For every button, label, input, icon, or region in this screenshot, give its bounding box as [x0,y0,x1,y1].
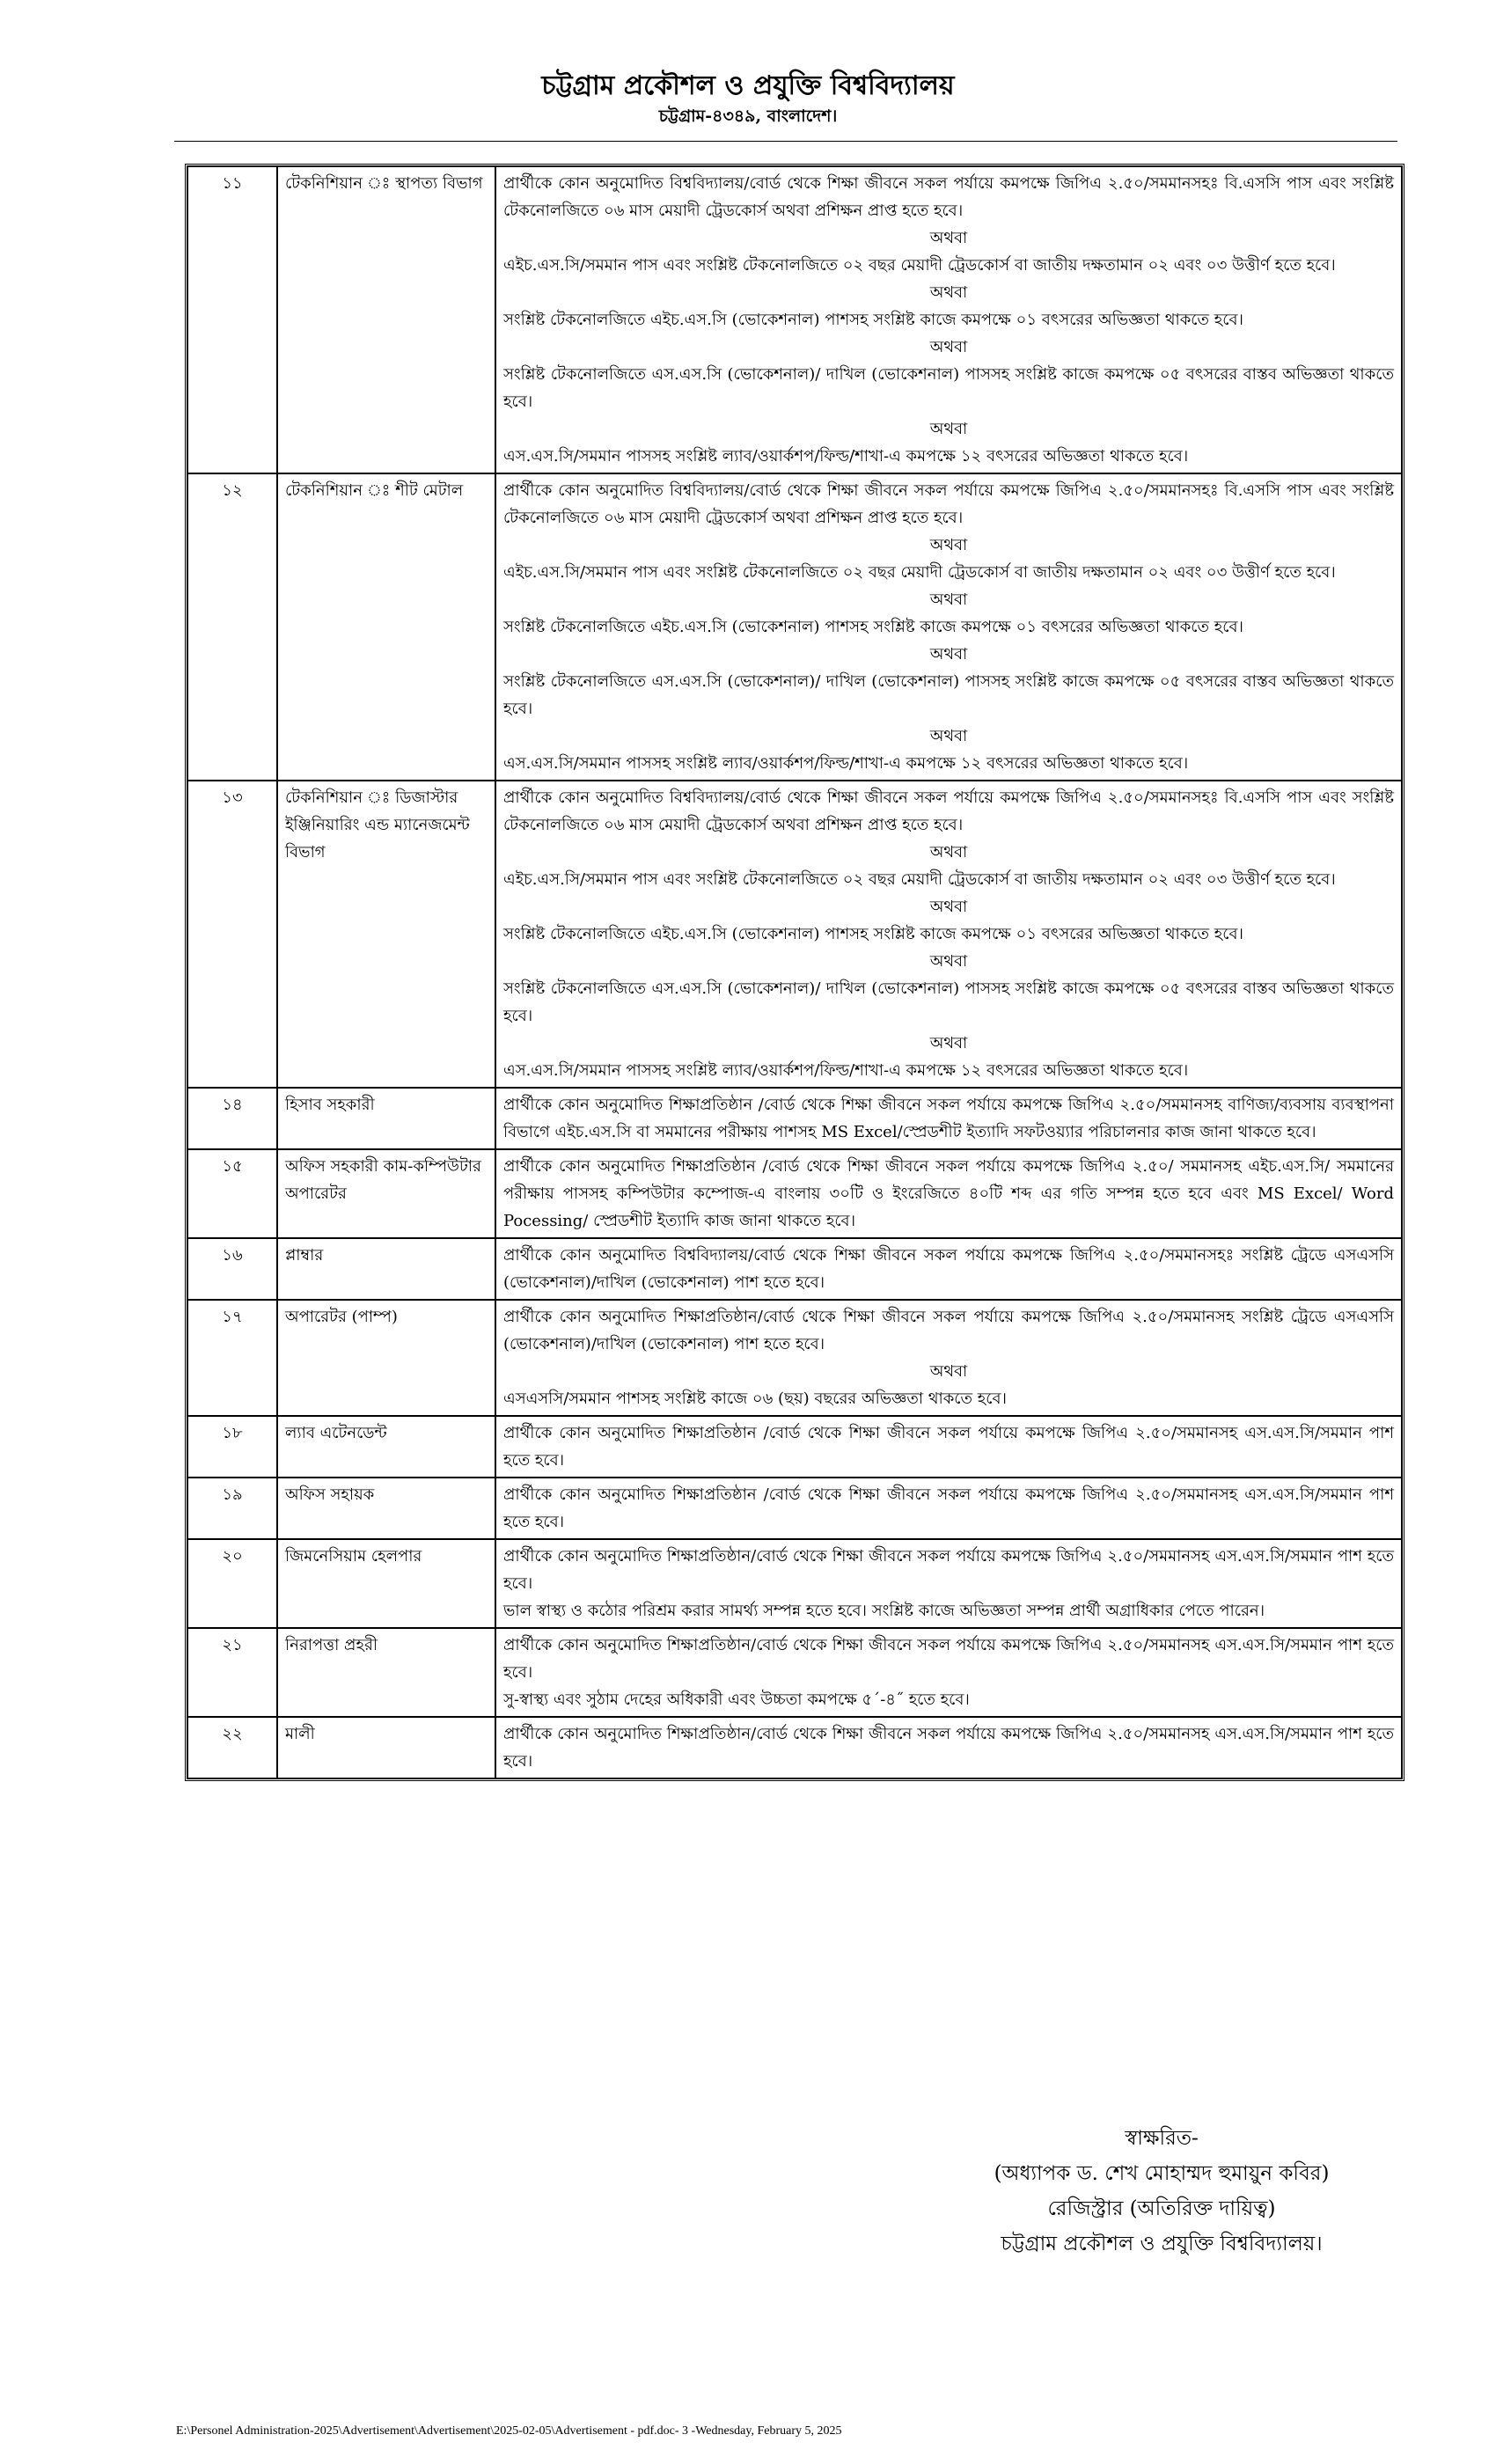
post-name: ল্যাব এটেনডেন্ট [277,1416,495,1478]
qualification-description [495,1149,1402,1238]
qualification-description [495,1088,1402,1149]
post-name: হিসাব সহকারী [277,1088,495,1149]
qualification-text: প্রার্থীকে কোন অনুমোদিত শিক্ষাপ্রতিষ্ঠান /বোর্ড থেকে শিক্ষা জীবনে সকল পর্যায়ে কমপক্ষে জিপিএ ২.৫০/সমমানসহ এস.এস.সি/সমমান পাশ হতে হবে। [503,1424,1394,1470]
or-separator: অথবা [929,645,968,664]
signatory-designation: রেজিস্ট্রার (অতিরিক্ত দায়িত্ব) [1047,2197,1276,2220]
qualification-text: এইচ.এস.সি/সমমান পাস এবং সংশ্লিষ্ট টেকনোলজিতে ০২ বছর মেয়াদী ট্রেডকোর্স বা জাতীয় দক্ষতামান ০২ এবং ০৩ উত্তীর্ণ হতে হবে। [503,563,1336,582]
or-separator: অথবা [929,727,968,745]
or-separator: অথবা [929,229,968,247]
post-name: জিমনেসিয়াম হেলপার [277,1539,495,1628]
serial-number: ২২ [187,1717,277,1778]
qualification-description [495,1717,1402,1778]
qualification-text: প্রার্থীকে কোন অনুমোদিত শিক্ষাপ্রতিষ্ঠান/বোর্ড থেকে শিক্ষা জীবনে সকল পর্যায়ে কমপক্ষে জিপিএ ২.৫০/সমমানসহ এস.এস.সি/সমমান পাশ হতে হবে। [503,1725,1394,1771]
post-name: অফিস সহকারী কাম-কম্পিউটার অপারেটর [277,1149,495,1238]
table-row [187,1088,1402,1149]
qualification-table-wrapper [185,164,1399,1781]
serial-number: ১১ [187,166,277,473]
qualification-text: প্রার্থীকে কোন অনুমোদিত শিক্ষাপ্রতিষ্ঠান /বোর্ড থেকে শিক্ষা জীবনে সকল পর্যায়ে কমপক্ষে জিপিএ ২.৫০/সমমানসহ এস.এস.সি/সমমান পাশ হতে হবে। [503,1485,1394,1531]
serial-number: ১২ [187,473,277,781]
post-name: নিরাপত্তা প্রহরী [277,1628,495,1717]
table-row [187,1238,1402,1300]
qualification-description [495,1300,1402,1416]
post-name: অপারেটর (পাম্প) [277,1300,495,1416]
qualification-text: এস.এস.সি/সমমান পাসসহ সংশ্লিষ্ট ল্যাব/ওয়ার্কশপ/ফিল্ড/শাখা-এ কমপক্ষে ১২ বৎসরের অভিজ্ঞতা থাকতে হবে। [503,754,1189,773]
or-separator: অথবা [929,843,968,862]
qualification-text: সংশ্লিষ্ট টেকনোলজিতে এইচ.এস.সি (ভোকেশনাল) পাশসহ সংশ্লিষ্ট কাজে কমপক্ষে ০১ বৎসরের অভিজ্ঞতা থাকতে হবে। [503,311,1243,329]
or-separator: অথবা [929,590,968,609]
document-header [0,69,1496,128]
or-separator: অথবা [929,1362,968,1381]
or-separator: অথবা [929,338,968,356]
signature-block [915,2121,1408,2262]
qualification-text: প্রার্থীকে কোন অনুমোদিত শিক্ষাপ্রতিষ্ঠান /বোর্ড থেকে শিক্ষা জীবনে সকল পর্যায়ে কমপক্ষে জিপিএ ২.৫০/সমমানসহ বাণিজ্য/ব্যবসায় ব্যবস্থাপনা বিভাগে এইচ.এস.সি বা সমমানের পরীক্ষায় পাশসহ MS Excel/স্প্রেডশীট ইত্যাদি সফটওয়্যার পরিচালনার কাজ জানা থাকতে হবে। [503,1096,1394,1141]
post-name: প্লাম্বার [277,1238,495,1300]
qualification-description [495,1539,1402,1628]
serial-number: ২১ [187,1628,277,1717]
serial-number: ১৪ [187,1088,277,1149]
qualification-text: প্রার্থীকে কোন অনুমোদিত বিশ্ববিদ্যালয়/বোর্ড থেকে শিক্ষা জীবনে সকল পর্যায়ে কমপক্ষে জিপিএ ২.৫০/সমমানসহঃ বি.এসসি পাস এবং সংশ্লিষ্ট টেকনোলজিতে ০৬ মাস মেয়াদী ট্রেডকোর্স অথবা প্রশিক্ষন প্রাপ্ত হতে হবে। [503,174,1394,220]
or-separator: অথবা [929,898,968,916]
serial-number: ১৯ [187,1478,277,1539]
signatory-institution: চট্টগ্রাম প্রকৌশল ও প্রযুক্তি বিশ্ববিদ্যালয়। [1001,2233,1323,2255]
signed-label: স্বাক্ষরিত- [1125,2127,1199,2150]
serial-number: ১৮ [187,1416,277,1478]
qualification-text: এইচ.এস.সি/সমমান পাস এবং সংশ্লিষ্ট টেকনোলজিতে ০২ বছর মেয়াদী ট্রেডকোর্স বা জাতীয় দক্ষতামান ০২ এবং ০৩ উত্তীর্ণ হতে হবে। [503,256,1336,275]
qualification-text: প্রার্থীকে কোন অনুমোদিত বিশ্ববিদ্যালয়/বোর্ড থেকে শিক্ষা জীবনে সকল পর্যায়ে কমপক্ষে জিপিএ ২.৫০/সমমানসহঃ বি.এসসি পাস এবং সংশ্লিষ্ট টেকনোলজিতে ০৬ মাস মেয়াদী ট্রেডকোর্স অথবা প্রশিক্ষন প্রাপ্ত হতে হবে। [503,788,1394,834]
table-row [187,1628,1402,1717]
post-name: অফিস সহায়ক [277,1478,495,1539]
or-separator: অথবা [929,283,968,302]
qualification-text: সংশ্লিষ্ট টেকনোলজিতে এস.এস.সি (ভোকেশনাল)/ দাখিল (ভোকেশনাল) পাসসহ সংশ্লিষ্ট কাজে কমপক্ষে ০৫ বৎসরের বাস্তব অভিজ্ঞতা থাকতে হবে। [503,672,1394,718]
table-row [187,1416,1402,1478]
qualification-table-body [187,166,1402,1778]
or-separator: অথবা [929,536,968,554]
post-name: টেকনিশিয়ান ঃ ডিজাস্টার ইঞ্জিনিয়ারিং এন্ড ম্যানেজমেন্ট বিভাগ [277,781,495,1088]
or-separator: অথবা [929,952,968,971]
qualification-description [495,166,1402,473]
qualification-description [495,473,1402,781]
qualification-text: প্রার্থীকে কোন অনুমোদিত শিক্ষাপ্রতিষ্ঠান/বোর্ড থেকে শিক্ষা জীবনে সকল পর্যায়ে কমপক্ষে জিপিএ ২.৫০/সমমানসহ এস.এস.সি/সমমান পাশ হতে হবে। [503,1547,1394,1593]
qualification-text: প্রার্থীকে কোন অনুমোদিত বিশ্ববিদ্যালয়/বোর্ড থেকে শিক্ষা জীবনে সকল পর্যায়ে কমপক্ষে জিপিএ ২.৫০/সমমানসহঃ সংশ্লিষ্ট ট্রেডে এসএসসি (ভোকেশনাল)/দাখিল (ভোকেশনাল) পাশ হতে হবে। [503,1246,1394,1292]
signatory-name: (অধ্যাপক ড. শেখ মোহাম্মদ হুমায়ুন কবির) [994,2162,1330,2185]
qualification-text: সংশ্লিষ্ট টেকনোলজিতে এইচ.এস.সি (ভোকেশনাল) পাশসহ সংশ্লিষ্ট কাজে কমপক্ষে ০১ বৎসরের অভিজ্ঞতা থাকতে হবে। [503,925,1243,943]
university-address: চট্টগ্রাম-৪৩৪৯, বাংলাদেশ। [658,106,838,126]
qualification-text: সংশ্লিষ্ট টেকনোলজিতে এস.এস.সি (ভোকেশনাল)/ দাখিল (ভোকেশনাল) পাসসহ সংশ্লিষ্ট কাজে কমপক্ষে ০৫ বৎসরের বাস্তব অভিজ্ঞতা থাকতে হবে। [503,979,1394,1025]
serial-number: ২০ [187,1539,277,1628]
serial-number: ১৫ [187,1149,277,1238]
qualification-description [495,1238,1402,1300]
qualification-text: সংশ্লিষ্ট টেকনোলজিতে এইচ.এস.সি (ভোকেশনাল) পাশসহ সংশ্লিষ্ট কাজে কমপক্ষে ০১ বৎসরের অভিজ্ঞতা থাকতে হবে। [503,618,1243,636]
qualification-text: এসএসসি/সমমান পাশসহ সংশ্লিষ্ট কাজে ০৬ (ছয়) বছরের অভিজ্ঞতা থাকতে হবে। [503,1390,1007,1408]
qualification-description [495,781,1402,1088]
qualification-description [495,1416,1402,1478]
serial-number: ১৩ [187,781,277,1088]
university-title: চট্টগ্রাম প্রকৌশল ও প্রযুক্তি বিশ্ববিদ্যালয় [541,70,955,101]
qualification-text: এস.এস.সি/সমমান পাসসহ সংশ্লিষ্ট ল্যাব/ওয়ার্কশপ/ফিল্ড/শাখা-এ কমপক্ষে ১২ বৎসরের অভিজ্ঞতা থাকতে হবে। [503,1061,1189,1080]
table-row [187,1300,1402,1416]
qualification-text: ভাল স্বাস্থ্য ও কঠোর পরিশ্রম করার সামর্থ্য সম্পন্ন হতে হবে। সংশ্লিষ্ট কাজে অভিজ্ঞতা সম্পন্ন প্রার্থী অগ্রাধিকার পেতে পারেন। [503,1602,1265,1620]
table-row [187,166,1402,473]
table-row [187,1149,1402,1238]
qualification-text: এইচ.এস.সি/সমমান পাস এবং সংশ্লিষ্ট টেকনোলজিতে ০২ বছর মেয়াদী ট্রেডকোর্স বা জাতীয় দক্ষতামান ০২ এবং ০৩ উত্তীর্ণ হতে হবে। [503,870,1336,889]
table-row [187,781,1402,1088]
qualification-text: প্রার্থীকে কোন অনুমোদিত বিশ্ববিদ্যালয়/বোর্ড থেকে শিক্ষা জীবনে সকল পর্যায়ে কমপক্ষে জিপিএ ২.৫০/সমমানসহঃ বি.এসসি পাস এবং সংশ্লিষ্ট টেকনোলজিতে ০৬ মাস মেয়াদী ট্রেডকোর্স অথবা প্রশিক্ষন প্রাপ্ত হতে হবে। [503,481,1394,527]
file-path-footer: E:\Personel Administration-2025\Advertisement\Advertisement\2025-02-05\Advertisement - pdf.doc- 3 -Wednesday, February 5, 2025 [176,2424,842,2438]
qualification-text: সংশ্লিষ্ট টেকনোলজিতে এস.এস.সি (ভোকেশনাল)/ দাখিল (ভোকেশনাল) পাসসহ সংশ্লিষ্ট কাজে কমপক্ষে ০৫ বৎসরের বাস্তব অভিজ্ঞতা থাকতে হবে। [503,365,1394,411]
serial-number: ১৬ [187,1238,277,1300]
qualification-text: প্রার্থীকে কোন অনুমোদিত শিক্ষাপ্রতিষ্ঠান/বোর্ড থেকে শিক্ষা জীবনে সকল পর্যায়ে কমপক্ষে জিপিএ ২.৫০/সমমানসহ সংশ্লিষ্ট ট্রেডে এসএসসি (ভোকেশনাল)/দাখিল (ভোকেশনাল) পাশ হতে হবে। [503,1308,1394,1353]
qualification-text: প্রার্থীকে কোন অনুমোদিত শিক্ষাপ্রতিষ্ঠান /বোর্ড থেকে শিক্ষা জীবনে সকল পর্যায়ে কমপক্ষে জিপিএ ২.৫০/ সমমানসহ এইচ.এস.সি/ সমমানের পরীক্ষায় পাসসহ কম্পিউটার কম্পোজ-এ বাংলায় ৩০টি ও ইংরেজিতে ৪০টি শব্দ এর গতি সম্পন্ন হতে হবে এবং MS Excel/ Word Pocessing/ স্প্রেডশীট ইত্যাদি কাজ জানা থাকতে হবে। [503,1157,1394,1230]
post-name: মালী [277,1717,495,1778]
or-separator: অথবা [929,420,968,438]
qualification-text: প্রার্থীকে কোন অনুমোদিত শিক্ষাপ্রতিষ্ঠান/বোর্ড থেকে শিক্ষা জীবনে সকল পর্যায়ে কমপক্ষে জিপিএ ২.৫০/সমমানসহ এস.এস.সি/সমমান পাশ হতে হবে। [503,1636,1394,1682]
qualification-text: এস.এস.সি/সমমান পাসসহ সংশ্লিষ্ট ল্যাব/ওয়ার্কশপ/ফিল্ড/শাখা-এ কমপক্ষে ১২ বৎসরের অভিজ্ঞতা থাকতে হবে। [503,447,1189,466]
post-name: টেকনিশিয়ান ঃ স্থাপত্য বিভাগ [277,166,495,473]
post-name: টেকনিশিয়ান ঃ শীট মেটাল [277,473,495,781]
qualification-description [495,1478,1402,1539]
or-separator: অথবা [929,1034,968,1052]
serial-number: ১৭ [187,1300,277,1416]
table-row [187,473,1402,781]
qualification-text: সু-স্বাস্থ্য এবং সুঠাম দেহের অধিকারী এবং উচ্চতা কমপক্ষে ৫´-৪˝ হতে হবে। [503,1690,970,1709]
table-row [187,1717,1402,1778]
qualification-description [495,1628,1402,1717]
header-divider [174,141,1397,142]
table-row [187,1478,1402,1539]
qualification-table [185,164,1404,1781]
table-row [187,1539,1402,1628]
